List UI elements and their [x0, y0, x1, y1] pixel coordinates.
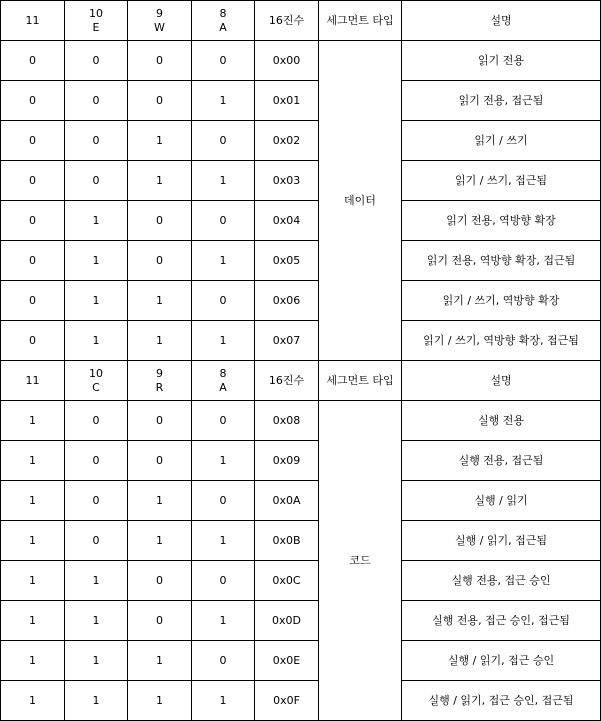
- bit9-cell: 1: [128, 641, 192, 681]
- table-row: [1, 681, 601, 721]
- description-cell: 읽기 전용, 역방향 확장, 접근됨: [402, 241, 601, 281]
- bit10-cell: 0: [65, 81, 128, 121]
- bit8-cell: 0: [192, 481, 255, 521]
- hex-cell: 0x06: [255, 281, 319, 321]
- description-cell: 읽기 / 쓰기: [402, 121, 601, 161]
- segment-type-cell: 데이터: [319, 41, 402, 361]
- bit10-cell: 1: [65, 201, 128, 241]
- table-row: [1, 81, 601, 121]
- bit11-cell: 1: [1, 641, 65, 681]
- bit8-cell: 0: [192, 201, 255, 241]
- header-bit9-line: 9: [156, 6, 163, 20]
- table-row: [1, 561, 601, 601]
- header-hex: 16진수: [255, 361, 319, 401]
- bit11-cell: 0: [1, 161, 65, 201]
- bit8-cell: 0: [192, 401, 255, 441]
- bit10-cell: 1: [65, 241, 128, 281]
- bit9-cell: 0: [128, 601, 192, 641]
- table-row: [1, 241, 601, 281]
- bit9-cell: 0: [128, 401, 192, 441]
- description-cell: 실행 / 읽기, 접근됨: [402, 521, 601, 561]
- header-bit8-line: A: [219, 380, 227, 394]
- hex-cell: 0x03: [255, 161, 319, 201]
- header-bit10-line: C: [92, 380, 100, 394]
- hex-cell: 0x00: [255, 41, 319, 81]
- bit9-cell: 0: [128, 81, 192, 121]
- hex-cell: 0x08: [255, 401, 319, 441]
- header-hex: 16진수: [255, 1, 319, 41]
- header-bit11: 11: [1, 1, 65, 41]
- header-segment-type: 세그먼트 타입: [319, 361, 402, 401]
- bit8-cell: 1: [192, 521, 255, 561]
- description-cell: 실행 전용, 접근 승인: [402, 561, 601, 601]
- bit11-cell: 1: [1, 401, 65, 441]
- hex-cell: 0x0D: [255, 601, 319, 641]
- bit10-cell: 0: [65, 481, 128, 521]
- hex-cell: 0x05: [255, 241, 319, 281]
- header-bit9-line: R: [155, 380, 164, 394]
- bit11-cell: 0: [1, 81, 65, 121]
- bit8-cell: 1: [192, 161, 255, 201]
- header-bit10: [65, 1, 128, 41]
- hex-cell: 0x0C: [255, 561, 319, 601]
- bit8-cell: 1: [192, 241, 255, 281]
- bit10-cell: 1: [65, 601, 128, 641]
- table-row: [1, 281, 601, 321]
- header-bit9: [128, 361, 192, 401]
- header-bit9-line: 9: [156, 366, 163, 380]
- bit10-cell: 0: [65, 41, 128, 81]
- bit10-cell: 0: [65, 521, 128, 561]
- bit8-cell: 1: [192, 681, 255, 721]
- table-row: [1, 201, 601, 241]
- bit9-cell: 1: [128, 281, 192, 321]
- bit9-cell: 1: [128, 321, 192, 361]
- bit9-cell: 1: [128, 481, 192, 521]
- header-row: [1, 361, 601, 401]
- bit11-cell: 1: [1, 561, 65, 601]
- header-bit9-line: W: [154, 20, 165, 34]
- description-cell: 실행 전용, 접근됨: [402, 441, 601, 481]
- description-cell: 읽기 / 쓰기, 접근됨: [402, 161, 601, 201]
- hex-cell: 0x01: [255, 81, 319, 121]
- bit8-cell: 0: [192, 561, 255, 601]
- bit11-cell: 0: [1, 281, 65, 321]
- description-cell: 실행 / 읽기, 접근 승인: [402, 641, 601, 681]
- bit9-cell: 0: [128, 201, 192, 241]
- bit11-cell: 0: [1, 321, 65, 361]
- header-description: 설명: [402, 361, 601, 401]
- hex-cell: 0x0E: [255, 641, 319, 681]
- bit10-cell: 1: [65, 641, 128, 681]
- description-cell: 실행 전용, 접근 승인, 접근됨: [402, 601, 601, 641]
- header-bit10-line: 10: [89, 366, 103, 380]
- bit9-cell: 0: [128, 441, 192, 481]
- hex-cell: 0x02: [255, 121, 319, 161]
- hex-cell: 0x0B: [255, 521, 319, 561]
- bit9-cell: 1: [128, 521, 192, 561]
- header-bit11: 11: [1, 361, 65, 401]
- segment-type-cell: 코드: [319, 401, 402, 721]
- bit10-cell: 0: [65, 401, 128, 441]
- bit10-cell: 0: [65, 121, 128, 161]
- bit8-cell: 0: [192, 641, 255, 681]
- bit9-cell: 1: [128, 121, 192, 161]
- table-row: [1, 121, 601, 161]
- bit10-cell: 1: [65, 321, 128, 361]
- bit9-cell: 0: [128, 561, 192, 601]
- hex-cell: 0x0F: [255, 681, 319, 721]
- bit11-cell: 1: [1, 601, 65, 641]
- table-row: [1, 41, 601, 81]
- header-bit10-line: 10: [89, 6, 103, 20]
- bit8-cell: 0: [192, 281, 255, 321]
- header-bit10: [65, 361, 128, 401]
- table-row: [1, 641, 601, 681]
- bit8-cell: 0: [192, 121, 255, 161]
- bit9-cell: 0: [128, 41, 192, 81]
- bit8-cell: 1: [192, 81, 255, 121]
- bit11-cell: 0: [1, 41, 65, 81]
- bit10-cell: 0: [65, 161, 128, 201]
- bit8-cell: 1: [192, 601, 255, 641]
- hex-cell: 0x07: [255, 321, 319, 361]
- header-bit8-line: 8: [219, 6, 227, 20]
- header-row: [1, 1, 601, 41]
- header-bit8-line: 8: [219, 366, 227, 380]
- header-segment-type: 세그먼트 타입: [319, 1, 402, 41]
- bit11-cell: 1: [1, 521, 65, 561]
- bit10-cell: 1: [65, 561, 128, 601]
- description-cell: 실행 / 읽기: [402, 481, 601, 521]
- table-row: [1, 441, 601, 481]
- hex-cell: 0x04: [255, 201, 319, 241]
- description-cell: 읽기 / 쓰기, 역방향 확장: [402, 281, 601, 321]
- table-row: [1, 481, 601, 521]
- bit8-cell: 1: [192, 441, 255, 481]
- bit10-cell: 0: [65, 441, 128, 481]
- bit11-cell: 1: [1, 681, 65, 721]
- bit10-cell: 1: [65, 681, 128, 721]
- description-cell: 실행 전용: [402, 401, 601, 441]
- header-bit8-line: A: [219, 20, 227, 34]
- description-cell: 읽기 / 쓰기, 역방향 확장, 접근됨: [402, 321, 601, 361]
- bit11-cell: 1: [1, 441, 65, 481]
- description-cell: 실행 / 읽기, 접근 승인, 접근됨: [402, 681, 601, 721]
- description-cell: 읽기 전용, 역방향 확장: [402, 201, 601, 241]
- bit11-cell: 0: [1, 201, 65, 241]
- table-row: [1, 161, 601, 201]
- bit9-cell: 0: [128, 241, 192, 281]
- hex-cell: 0x0A: [255, 481, 319, 521]
- description-cell: 읽기 전용: [402, 41, 601, 81]
- description-cell: 읽기 전용, 접근됨: [402, 81, 601, 121]
- bit10-cell: 1: [65, 281, 128, 321]
- bit11-cell: 0: [1, 241, 65, 281]
- bit11-cell: 1: [1, 481, 65, 521]
- header-bit9: [128, 1, 192, 41]
- bit8-cell: 1: [192, 321, 255, 361]
- header-description: 설명: [402, 1, 601, 41]
- header-bit8: [192, 361, 255, 401]
- hex-cell: 0x09: [255, 441, 319, 481]
- table-row: [1, 321, 601, 361]
- table-row: [1, 601, 601, 641]
- header-bit8: [192, 1, 255, 41]
- bit9-cell: 1: [128, 161, 192, 201]
- bit11-cell: 0: [1, 121, 65, 161]
- bit9-cell: 1: [128, 681, 192, 721]
- bit8-cell: 0: [192, 41, 255, 81]
- header-bit10-line: E: [92, 20, 100, 34]
- table-row: [1, 401, 601, 441]
- table-row: [1, 521, 601, 561]
